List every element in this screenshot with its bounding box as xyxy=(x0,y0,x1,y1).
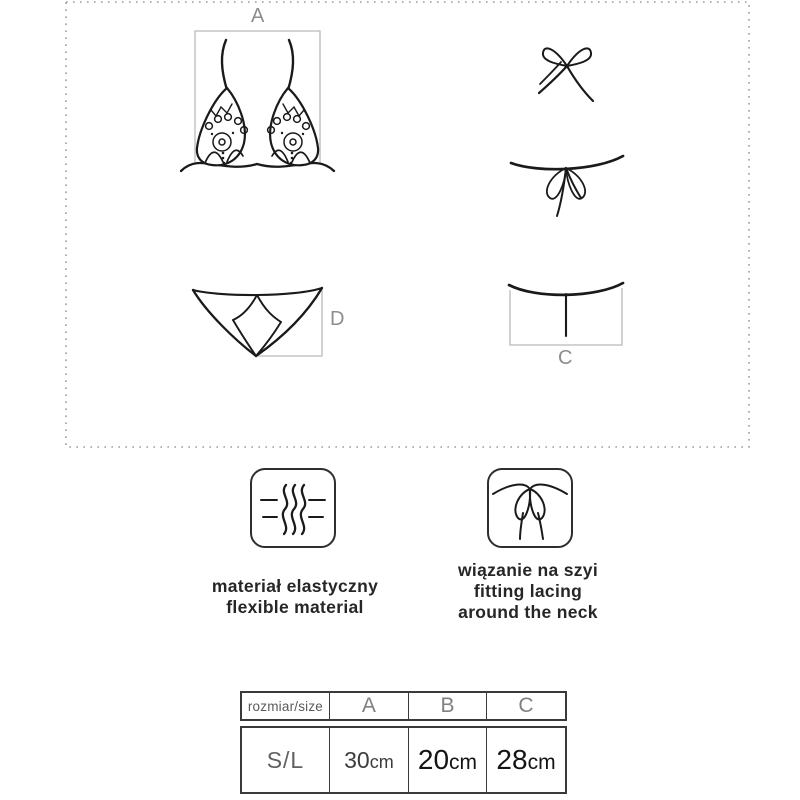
header-rozmiar-size: rozmiar/size xyxy=(247,698,324,714)
caption-line: flexible material xyxy=(226,597,364,617)
bikini-top-front-drawing xyxy=(181,31,334,171)
size-value: S/L xyxy=(266,746,305,773)
size-table xyxy=(240,691,567,794)
caption-line: fitting lacing xyxy=(473,581,583,601)
caption-line: around the neck xyxy=(458,602,598,622)
neck-lacing-bow-icon xyxy=(487,468,573,548)
caption-line: wiązanie na szyi xyxy=(458,560,598,580)
measurement-a-value: 30 cm xyxy=(344,746,394,773)
size-table-header-row xyxy=(240,691,567,721)
elastic-material-icon xyxy=(250,468,336,548)
header-c: C xyxy=(486,693,565,719)
back-band-bow-drawing xyxy=(511,156,623,216)
measure-label-d: D xyxy=(330,308,345,330)
size-table-data-row xyxy=(240,726,567,794)
dashed-frame xyxy=(66,2,749,447)
measurement-c-value: 28 cm xyxy=(496,744,556,775)
measure-label-a: A xyxy=(251,5,265,27)
header-a: A xyxy=(329,693,408,719)
neck-tie-bow-drawing xyxy=(539,48,593,101)
bikini-bottom-front-drawing xyxy=(193,288,322,356)
measurement-b-value: 20 cm xyxy=(417,744,478,775)
bikini-bottom-back-drawing xyxy=(509,283,623,345)
measure-label-c: C xyxy=(558,347,573,369)
header-b: B xyxy=(408,693,486,719)
feature-caption-lacing xyxy=(418,560,638,623)
caption-line: materiał elastyczny xyxy=(211,576,379,596)
feature-caption-elastic xyxy=(170,576,420,618)
